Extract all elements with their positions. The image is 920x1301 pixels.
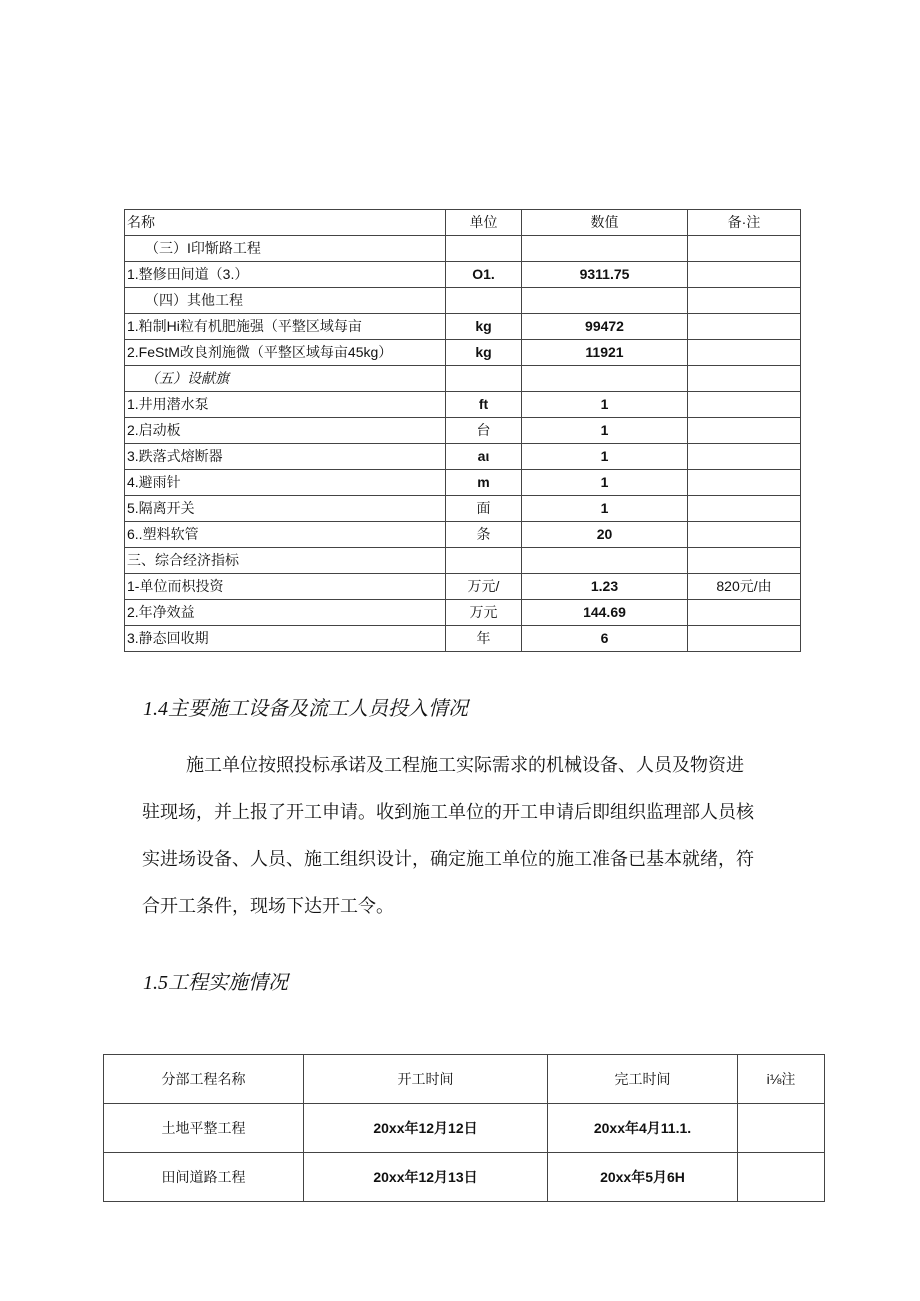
cell-note (738, 1104, 825, 1153)
col-header-start: 开工时间 (304, 1055, 548, 1104)
cell-unit: aι (446, 444, 522, 470)
cell-unit (446, 548, 522, 574)
table-row (125, 574, 801, 600)
cell-unit: kg (446, 314, 522, 340)
cell-subproject: 土地平整工程 (104, 1104, 304, 1153)
cell-name: 2.年净效益 (125, 600, 446, 626)
cell-note (688, 392, 801, 418)
table-row (125, 522, 801, 548)
cell-note (688, 444, 801, 470)
cell-name: 3.静态回收期 (125, 626, 446, 652)
cell-subproject: 田间道路工程 (104, 1153, 304, 1202)
cell-value: 144.69 (522, 600, 688, 626)
cell-unit: 面 (446, 496, 522, 522)
cell-end: 20xx年5月6H (548, 1153, 738, 1202)
cell-note (688, 548, 801, 574)
cell-note (688, 418, 801, 444)
table-row (125, 288, 801, 314)
cell-value: 1.23 (522, 574, 688, 600)
table-row (125, 236, 801, 262)
table-row (125, 600, 801, 626)
section-heading-1-4: 1.4主要施工设备及流工人员投入情况 (143, 698, 468, 720)
cell-value: 11921 (522, 340, 688, 366)
cell-note (688, 366, 801, 392)
cell-name: 2.FeStM改良剂施微（平整区域每亩45kg） (125, 340, 446, 366)
col-header-subproject: 分部工程名称 (104, 1055, 304, 1104)
table-row (125, 470, 801, 496)
table-row (125, 392, 801, 418)
paragraph-line: 施工单位按照投标承诺及工程施工实际需求的机械设备、人员及物资进 (186, 755, 744, 776)
cell-value: 6 (522, 626, 688, 652)
col-header-value: 数值 (522, 210, 688, 236)
cell-unit: 台 (446, 418, 522, 444)
cell-note (688, 288, 801, 314)
cell-name: 3.跌落式熔断器 (125, 444, 446, 470)
table-row (125, 418, 801, 444)
cell-value: 20 (522, 522, 688, 548)
table-header-row (125, 210, 801, 236)
table-row (125, 444, 801, 470)
cell-name: 1.粕制Hi粒有机肥施强（平整区域每亩 (125, 314, 446, 340)
cell-note (688, 236, 801, 262)
cell-value: 1 (522, 496, 688, 522)
section-heading-1-5: 1.5工程实施情况 (143, 972, 288, 994)
cell-start: 20xx年12月12日 (304, 1104, 548, 1153)
cell-name: 三、综合经济指标 (125, 548, 446, 574)
cell-note (688, 600, 801, 626)
col-header-note: 备·注 (688, 210, 801, 236)
engineering-quantity-table (124, 209, 801, 652)
cell-name: 5.隔离开关 (125, 496, 446, 522)
cell-value: 99472 (522, 314, 688, 340)
table-row (104, 1104, 825, 1153)
paragraph-line: 合开工条件，现场下达开工令。 (142, 896, 394, 917)
paragraph-line: 驻现场，并上报了开工申请。收到施工单位的开工申请后即组织监理部人员核 (142, 802, 754, 823)
table-row (125, 548, 801, 574)
col-header-name: 名称 (125, 210, 446, 236)
cell-note: 820元/由 (688, 574, 801, 600)
cell-name: （五）设献旗 (125, 366, 446, 392)
table-row (125, 496, 801, 522)
cell-name: （三）I印惭路工程 (125, 236, 446, 262)
table-row (125, 262, 801, 288)
cell-name: （四）其他工程 (125, 288, 446, 314)
cell-value (522, 288, 688, 314)
cell-note (688, 496, 801, 522)
cell-value: 1 (522, 444, 688, 470)
col-header-unit: 单位 (446, 210, 522, 236)
col-header-note: i⅛注 (738, 1055, 825, 1104)
schedule-table (103, 1054, 825, 1202)
col-header-end: 完工时间 (548, 1055, 738, 1104)
cell-name: 1-单位而枳投资 (125, 574, 446, 600)
cell-note (688, 626, 801, 652)
cell-name: 1.整修田间道（3.） (125, 262, 446, 288)
cell-note (738, 1153, 825, 1202)
cell-note (688, 340, 801, 366)
cell-unit: 万元/ (446, 574, 522, 600)
cell-name: 4.避雨针 (125, 470, 446, 496)
cell-unit (446, 288, 522, 314)
cell-unit (446, 366, 522, 392)
cell-note (688, 522, 801, 548)
cell-unit: m (446, 470, 522, 496)
cell-unit: ft (446, 392, 522, 418)
cell-unit: O1. (446, 262, 522, 288)
cell-unit (446, 236, 522, 262)
cell-note (688, 470, 801, 496)
cell-name: 2.启动板 (125, 418, 446, 444)
section-1-4-paragraph (142, 742, 824, 930)
cell-note (688, 314, 801, 340)
table-row (125, 626, 801, 652)
table-header-row (104, 1055, 825, 1104)
paragraph-line: 实进场设备、人员、施工组织设计，确定施工单位的施工准备已基本就绪，符 (142, 849, 754, 870)
cell-value: 1 (522, 470, 688, 496)
cell-value: 9311.75 (522, 262, 688, 288)
cell-unit: 万元 (446, 600, 522, 626)
table-row (104, 1153, 825, 1202)
cell-value: 1 (522, 392, 688, 418)
table-row (125, 366, 801, 392)
table-row (125, 314, 801, 340)
cell-start: 20xx年12月13日 (304, 1153, 548, 1202)
cell-name: 1.井用潜水泵 (125, 392, 446, 418)
cell-unit: 条 (446, 522, 522, 548)
cell-value (522, 548, 688, 574)
cell-value: 1 (522, 418, 688, 444)
cell-value (522, 366, 688, 392)
cell-value (522, 236, 688, 262)
cell-unit: kg (446, 340, 522, 366)
cell-name: 6..塑料软管 (125, 522, 446, 548)
table-row (125, 340, 801, 366)
cell-note (688, 262, 801, 288)
cell-end: 20xx年4月11.1. (548, 1104, 738, 1153)
cell-unit: 年 (446, 626, 522, 652)
